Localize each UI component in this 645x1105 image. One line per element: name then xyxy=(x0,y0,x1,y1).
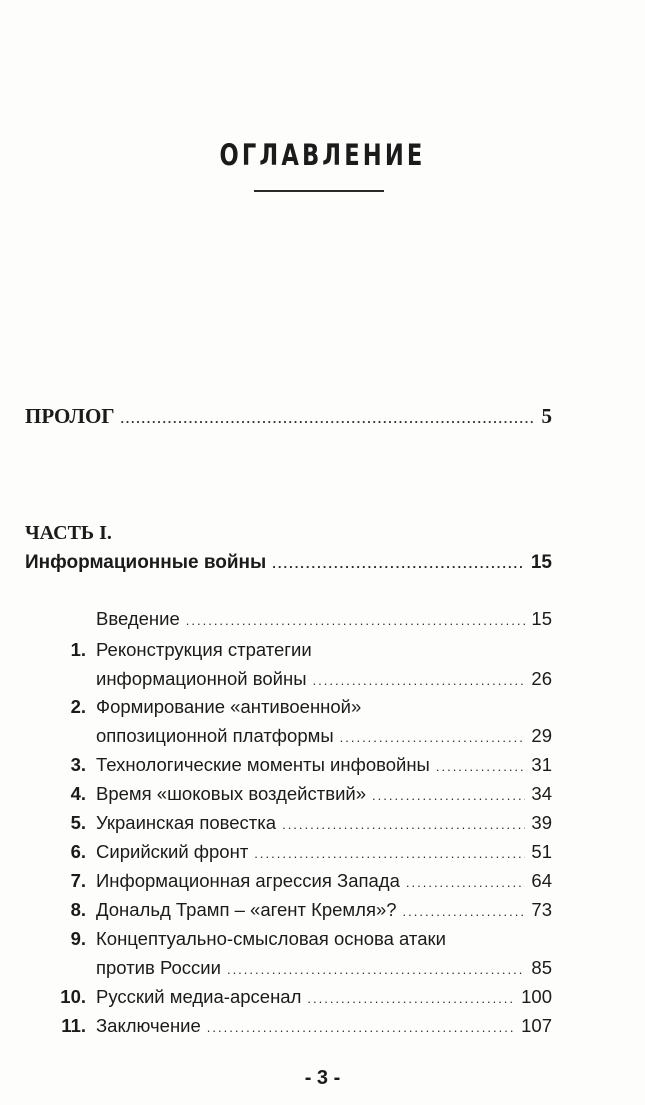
toc-entry-5 xyxy=(50,812,552,840)
toc-entry-intro xyxy=(50,608,552,636)
toc-entry-4 xyxy=(50,783,552,811)
toc-part-title xyxy=(25,552,552,574)
page-number: - 3 - xyxy=(304,1067,341,1089)
page-title: ОГЛАВЛЕНИЕ xyxy=(219,138,426,172)
toc-prolog xyxy=(25,404,552,429)
title-underline xyxy=(254,190,384,192)
toc-page: 26 xyxy=(531,668,552,689)
toc-label: Сирийский фронт xyxy=(96,841,249,862)
dot-leader xyxy=(227,962,525,977)
toc-number: 1. xyxy=(70,639,86,660)
toc-page: 107 xyxy=(521,1015,552,1036)
dot-leader xyxy=(186,613,526,628)
toc-number: 10. xyxy=(60,986,86,1007)
toc-entry-3 xyxy=(50,754,552,782)
toc-number: 11. xyxy=(61,1015,86,1036)
toc-label: Заключение xyxy=(96,1015,201,1036)
toc-label: информационной войны xyxy=(96,668,307,689)
dot-leader xyxy=(403,904,526,919)
dot-leader xyxy=(282,817,525,832)
dot-leader xyxy=(272,556,525,571)
toc-label: Реконструкция стратегии xyxy=(96,639,312,660)
toc-label: Время «шоковых воздействий» xyxy=(96,783,367,804)
dot-leader xyxy=(436,759,526,774)
toc-page: 39 xyxy=(531,812,552,833)
toc-number: 3. xyxy=(70,754,86,775)
toc-number: 4. xyxy=(70,783,86,804)
dot-leader xyxy=(340,730,526,745)
toc-page: 51 xyxy=(531,841,552,862)
toc-label: оппозиционной платформы xyxy=(96,725,334,746)
toc-page: 64 xyxy=(531,870,552,891)
toc-label: Дональд Трамп – «агент Кремля»? xyxy=(96,899,397,920)
toc-number: 5. xyxy=(70,812,86,833)
toc-number: 2. xyxy=(70,696,86,717)
toc-entry-7 xyxy=(50,870,552,898)
toc-page: 15 xyxy=(531,608,552,629)
toc-label: Информационная агрессия Запада xyxy=(96,870,400,891)
dot-leader xyxy=(406,875,526,890)
dot-leader xyxy=(254,846,525,861)
toc-label: Формирование «антивоенной» xyxy=(96,696,362,717)
toc-entry-6 xyxy=(50,841,552,869)
toc-page: 73 xyxy=(531,899,552,920)
toc-page: 100 xyxy=(521,986,552,1007)
toc-label: Технологические моменты инфовойны xyxy=(96,754,430,775)
toc-number: 9. xyxy=(70,928,86,949)
toc-label: против России xyxy=(96,957,221,978)
toc-page: 34 xyxy=(531,783,552,804)
toc-number: 6. xyxy=(70,841,86,862)
toc-label: ПРОЛОГ xyxy=(25,404,115,428)
toc-label: Информационные войны xyxy=(25,552,267,573)
toc-label: Концептуально-смысловая основа атаки xyxy=(96,928,446,949)
toc-label: Введение xyxy=(96,608,180,629)
toc-page: 5 xyxy=(541,404,552,428)
toc-page: 85 xyxy=(531,957,552,978)
toc-label: Украинская повестка xyxy=(96,812,277,833)
toc-label: Русский медиа-арсенал xyxy=(96,986,302,1007)
toc-entry-2 xyxy=(50,696,552,754)
toc-entry-11 xyxy=(50,1015,552,1043)
toc-entry-10 xyxy=(50,986,552,1014)
part-heading: ЧАСТЬ I. xyxy=(25,522,112,544)
dot-leader xyxy=(372,788,525,803)
dot-leader xyxy=(121,411,536,427)
toc-number: 8. xyxy=(70,899,86,920)
toc-entry-8 xyxy=(50,899,552,927)
toc-page: 15 xyxy=(530,552,552,573)
toc-page: 29 xyxy=(531,725,552,746)
toc-number: 7. xyxy=(70,870,86,891)
dot-leader xyxy=(313,673,526,688)
toc-entry-1 xyxy=(50,639,552,697)
dot-leader xyxy=(207,1020,515,1035)
dot-leader xyxy=(307,991,515,1006)
toc-page: 31 xyxy=(531,754,552,775)
toc-entry-9 xyxy=(50,928,552,986)
